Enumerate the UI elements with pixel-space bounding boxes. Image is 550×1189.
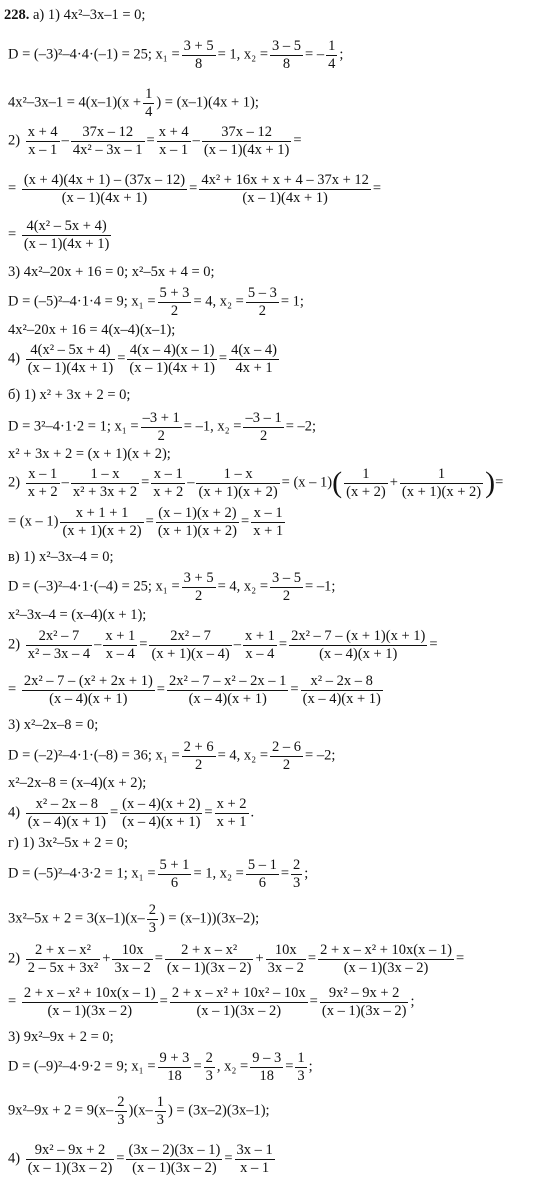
line-228g-2-cont: = $\frac{\text{2 + x – x² + 10x(x – 1)}}{(x - 1)(3x - 2)}$ = $\frac{\text{2 + x – x² + 10x² – 10x}}{(x - 1)(3x - 2)}$ = $\frac{\text{9x² – 9x + 2}}{(x - 1)(3x - 2)}$ ; (8, 985, 415, 1019)
fraction: $\frac{-3 + 1}{2}$ (142, 410, 180, 444)
fraction: $\frac{x + 4}{x - 1}$ (158, 124, 189, 158)
line-228v-4: 4) $\frac{\text{x² – 2x – 8}}{(x - 4)(x + 1)}$ = $\frac{(x - 4)(x + 2)}{(x - 4)(x + 1)}$ = $\frac{x + 2}{x + 1}$ . (8, 796, 255, 830)
fraction: $\frac{\text{4(x² – 5x + 4)}}{(x - 1)(4x + 1)}$ (23, 218, 110, 252)
problem-number: 228. (4, 7, 30, 23)
line-228b-disc: D = 3²–4·1·2 = 1; x₁ = $\frac{-3 + 1}{2}$ = –1, x₂ = $\frac{-3 - 1}{2}$ = –2; (8, 410, 317, 444)
big-left-paren: ( (332, 466, 343, 500)
fraction: $\frac{10x}{3x - 2}$ (267, 942, 304, 976)
fraction: $\frac{3 - 5}{8}$ (272, 38, 302, 72)
line-228a-4: 4) $\frac{\text{4(x² – 5x + 4)}}{(x - 1)(4x + 1)}$ = $\frac{4(x - 4)(x - 1)}{(x - 1)(4x + 1)}$ = $\frac{4(x - 4)}{4x + 1}$ (8, 342, 278, 376)
line-228a-2-result: = $\frac{\text{4(x² – 5x + 4)}}{(x - 1)(4x + 1)}$ (8, 218, 110, 252)
line-228g-3-disc: D = (–9)²–4·9·2 = 9; x₁ = $\frac{9 + 3}{18}$ = $\frac{2}{3}$ , x₂ = $\frac{9 - 3}{18}$ = $\frac{1}{3}$ ; (8, 1050, 313, 1084)
line-228b-2-cont: = (x – 1) $\frac{x + 1 + 1}{(x + 1)(x + 2)}$ = $\frac{(x - 1)(x + 2)}{(x + 1)(x + 2)}$ = $\frac{x - 1}{x + 1}$ (8, 505, 284, 539)
fraction: $\frac{x + 4}{x - 1}$ (27, 124, 58, 158)
fraction: $\frac{\text{x² – 2x – 8}}{(x - 4)(x + 1)}$ (302, 673, 381, 707)
line-228b-2: 2) $\frac{x - 1}{x + 2}$ – $\frac{1 - x}{\text{x² + 3x + 2}}$ = $\frac{x - 1}{x + 2}$ – $\frac{1 - x}{(x + 1)(x + 2)}$ = (x – 1)( $\frac{1}{(x + 2)}$ + $\frac{1}{(x + 1)(x + 2)}$ )= (8, 466, 504, 500)
fraction: $\frac{37x - 12}{\text{4x² – 3x – 1}}$ (72, 124, 143, 158)
fraction: $\frac{2 + 6}{2}$ (183, 739, 214, 773)
fraction: $\frac{1}{3}$ (297, 1050, 305, 1084)
fraction: $\frac{3 + 5}{2}$ (183, 570, 214, 604)
fraction: $\frac{\text{2 + x – x²}}{\text{2 – 5x + 3x²}}$ (27, 942, 99, 976)
fraction: $\frac{(3x - 2)(3x - 1)}{(x - 1)(3x - 2)}$ (128, 1142, 221, 1176)
line-228v-2: 2) $\frac{\text{2x² – 7}}{\text{x² – 3x – 4}}$ – $\frac{x + 1}{x - 4}$ = $\frac{\text{2x² – 7}}{(x + 1)(x - 4)}$ – $\frac{x + 1}{x - 4}$ = $\frac{\text{2x² – 7 – (x + 1)(x + 1)}}{(x - 4)(x + 1)}$ = (8, 628, 438, 662)
fraction: $\frac{4(x - 4)(x - 1)}{(x - 1)(4x + 1)}$ (129, 342, 215, 376)
fraction: $\frac{4(x - 4)}{4x + 1}$ (231, 342, 278, 376)
line-228a-2-cont: = $\frac{(x + 4)(4x + 1) - (37x - 12)}{(x - 1)(4x + 1)}$ = $\frac{\text{4x² + 16x + x + 4 – 37x + 12}}{(x - 1)(4x + 1)}$ = (8, 172, 382, 206)
fraction: $\frac{\text{2x² – 7}}{\text{x² – 3x – 4}}$ (27, 628, 91, 662)
line-228v-2-cont: = $\frac{\text{2x² – 7 – (x² + 2x + 1)}}{(x - 4)(x + 1)}$ = $\frac{\text{2x² – 7 – x² – 2x – 1}}{(x - 4)(x + 1)}$ = $\frac{\text{x² – 2x – 8}}{(x - 4)(x + 1)}$ (8, 673, 381, 707)
line-228a-3-disc: D = (–5)²–4·1·4 = 9; x₁ = $\frac{5 + 3}{2}$ = 4, x₂ = $\frac{5 - 3}{2}$ = 1; (8, 285, 304, 319)
fraction: $\frac{2}{3}$ (293, 857, 301, 891)
fraction: $\frac{(x + 4)(4x + 1) - (37x - 12)}{(x - 1)(4x + 1)}$ (23, 172, 186, 206)
line-228g-factor: 3x²–5x + 2 = 3(x–1)(x– $\frac{2}{3}$ ) = (x–1))(3x–2); (8, 902, 260, 936)
line-228g-2: 2) $\frac{\text{2 + x – x²}}{\text{2 – 5x + 3x²}}$ + $\frac{10x}{3x - 2}$ = $\frac{\text{2 + x – x²}}{(x - 1)(3x - 2)}$ + $\frac{10x}{3x - 2}$ = $\frac{\text{2 + x – x² + 10x(x – 1)}}{(x - 1)(3x - 2)}$ = (8, 942, 465, 976)
fraction: $\frac{\text{4(x² – 5x + 4)}}{(x - 1)(4x + 1)}$ (27, 342, 114, 376)
line-228g-4: 4) $\frac{\text{9x² – 9x + 2}}{(x - 1)(3x - 2)}$ = $\frac{(3x - 2)(3x - 1)}{(x - 1)(3x - 2)}$ = $\frac{3x - 1}{x - 1}$ (8, 1142, 273, 1176)
fraction: $\frac{x + 1}{x - 4}$ (105, 628, 136, 662)
fraction: $\frac{5 - 1}{6}$ (247, 857, 277, 891)
line-228v-1: в) 1) x²–3x–4 = 0; (8, 549, 114, 565)
line-228a-3: 3) 4x²–20x + 16 = 0; x²–5x + 4 = 0; (8, 264, 215, 280)
line-228a-3-factor: 4x²–20x + 16 = 4(x–4)(x–1); (8, 322, 176, 338)
fraction: $\frac{\text{x² – 2x – 8}}{(x - 4)(x + 1)}$ (27, 796, 106, 830)
line-228a-disc: D = (–3)²–4·4·(–1) = 25; x₁ = $\frac{3 + 5}{8}$ = 1, x₂ = $\frac{3 - 5}{8}$ = – $\frac{1}{4}$ ; (8, 38, 344, 72)
line-228a-factor: 4x²–3x–1 = 4(x–1)(x + $\frac{1}{4}$ ) = (x–1)(4x + 1); (8, 86, 259, 120)
fraction: $\frac{\text{9x² – 9x + 2}}{(x - 1)(3x - 2)}$ (321, 985, 407, 1019)
fraction: $\frac{\text{2 + x – x² + 10x(x – 1)}}{(x - 1)(3x - 2)}$ (320, 942, 452, 976)
fraction: $\frac{x + 1}{x - 4}$ (244, 628, 275, 662)
fraction: $\frac{\text{2x² – 7 – x² – 2x – 1}}{(x - 4)(x + 1)}$ (168, 673, 287, 707)
fraction: $\frac{5 - 3}{2}$ (247, 285, 277, 319)
fraction: $\frac{-3 - 1}{2}$ (245, 410, 282, 444)
fraction: $\frac{9 + 3}{18}$ (159, 1050, 190, 1084)
fraction: $\frac{x - 1}{x + 2}$ (153, 466, 184, 500)
fraction: $\frac{\text{2 + x – x²}}{(x - 1)(3x - 2)}$ (166, 942, 252, 976)
fraction: $\frac{1}{4}$ (328, 38, 336, 72)
fraction: $\frac{2}{3}$ (148, 902, 156, 936)
fraction: $\frac{2}{3}$ (205, 1050, 213, 1084)
fraction: $\frac{10x}{3x - 2}$ (114, 942, 151, 976)
fraction: $\frac{\text{9x² – 9x + 2}}{(x - 1)(3x - 2)}$ (27, 1142, 113, 1176)
fraction: $\frac{x + 2}{x + 1}$ (216, 796, 247, 830)
line-228v-factor: x²–3x–4 = (x–4)(x + 1); (8, 607, 147, 623)
fraction: $\frac{1}{(x + 2)}$ (346, 466, 386, 500)
line-228b-1: б) 1) x² + 3x + 2 = 0; (8, 387, 131, 403)
fraction: $\frac{3x - 1}{x - 1}$ (236, 1142, 273, 1176)
line-228g-disc: D = (–5)²–4·3·2 = 1; x₁ = $\frac{5 + 1}{6}$ = 1, x₂ = $\frac{5 - 1}{6}$ = $\frac{2}{3}$ ; (8, 857, 309, 891)
fraction: $\frac{2 - 6}{2}$ (272, 739, 302, 773)
fraction: $\frac{3 + 5}{8}$ (183, 38, 214, 72)
fraction: $\frac{(x - 1)(x + 2)}{(x + 1)(x + 2)}$ (157, 505, 237, 539)
line-228b-factor: x² + 3x + 2 = (x + 1)(x + 2); (8, 446, 171, 462)
fraction: $\frac{\text{2 + x – x² + 10x(x – 1)}}{(x - 1)(3x - 2)}$ (23, 985, 156, 1019)
line-228g-3: 3) 9x²–9x + 2 = 0; (8, 1029, 114, 1045)
line-228a-2: 2) $\frac{x + 4}{x - 1}$ – $\frac{37x - 12}{\text{4x² – 3x – 1}}$ = $\frac{x + 4}{x - 1}$ – $\frac{37x - 12}{(x - 1)(4x + 1)}$ = (8, 124, 302, 158)
fraction: $\frac{1 - x}{\text{x² + 3x + 2}}$ (72, 466, 138, 500)
line-228g-1: г) 1) 3x²–5x + 2 = 0; (8, 835, 129, 851)
fraction: $\frac{\text{2x² – 7 – (x + 1)(x + 1)}}{(x - 4)(x + 1)}$ (291, 628, 426, 662)
big-right-paren: ) (485, 466, 496, 500)
fraction: $\frac{(x - 4)(x + 2)}{(x - 4)(x + 1)}$ (122, 796, 201, 830)
fraction: $\frac{\text{2x² – 7 – (x² + 2x + 1)}}{(x - 4)(x + 1)}$ (23, 673, 153, 707)
fraction: $\frac{x - 1}{x + 1}$ (253, 505, 284, 539)
fraction: $\frac{\text{4x² + 16x + x + 4 – 37x + 12}}{(x - 1)(4x + 1)}$ (201, 172, 369, 206)
fraction: $\frac{5 + 1}{6}$ (159, 857, 190, 891)
fraction: $\frac{x - 1}{x + 2}$ (27, 466, 58, 500)
line-228a-1: 228. а) 1) 4x²–3x–1 = 0; (4, 7, 146, 23)
fraction: $\frac{37x - 12}{(x - 1)(4x + 1)}$ (203, 124, 290, 158)
line-228v-3-disc: D = (–2)²–4·1·(–8) = 36; x₁ = $\frac{2 + 6}{2}$ = 4, x₂ = $\frac{2 - 6}{2}$ = –2; (8, 739, 336, 773)
fraction: $\frac{\text{2 + x – x² + 10x² – 10x}}{(x - 1)(3x - 2)}$ (171, 985, 306, 1019)
fraction: $\frac{\text{2x² – 7}}{(x + 1)(x - 4)}$ (151, 628, 230, 662)
line-228v-disc: D = (–3)²–4·1·(–4) = 25; x₁ = $\frac{3 + 5}{2}$ = 4, x₂ = $\frac{3 - 5}{2}$ = –1; (8, 570, 336, 604)
fraction: $\frac{5 + 3}{2}$ (159, 285, 190, 319)
fraction: $\frac{9 - 3}{18}$ (252, 1050, 282, 1084)
fraction: $\frac{1}{3}$ (156, 1094, 164, 1128)
line-228v-3: 3) x²–2x–8 = 0; (8, 717, 99, 733)
line-228g-3-factor: 9x²–9x + 2 = 9(x– $\frac{2}{3}$ )(x– $\frac{1}{3}$ ) = (3x–2)(3x–1); (8, 1094, 270, 1128)
fraction: $\frac{2}{3}$ (117, 1094, 125, 1128)
line-228v-3-factor: x²–2x–8 = (x–4)(x + 2); (8, 775, 147, 791)
fraction: $\frac{1}{(x + 1)(x + 2)}$ (401, 466, 482, 500)
fraction: $\frac{3 - 5}{2}$ (272, 570, 302, 604)
fraction: $\frac{x + 1 + 1}{(x + 1)(x + 2)}$ (62, 505, 142, 539)
fraction: $\frac{1 - x}{(x + 1)(x + 2)}$ (198, 466, 278, 500)
fraction: $\frac{1}{4}$ (145, 86, 153, 120)
